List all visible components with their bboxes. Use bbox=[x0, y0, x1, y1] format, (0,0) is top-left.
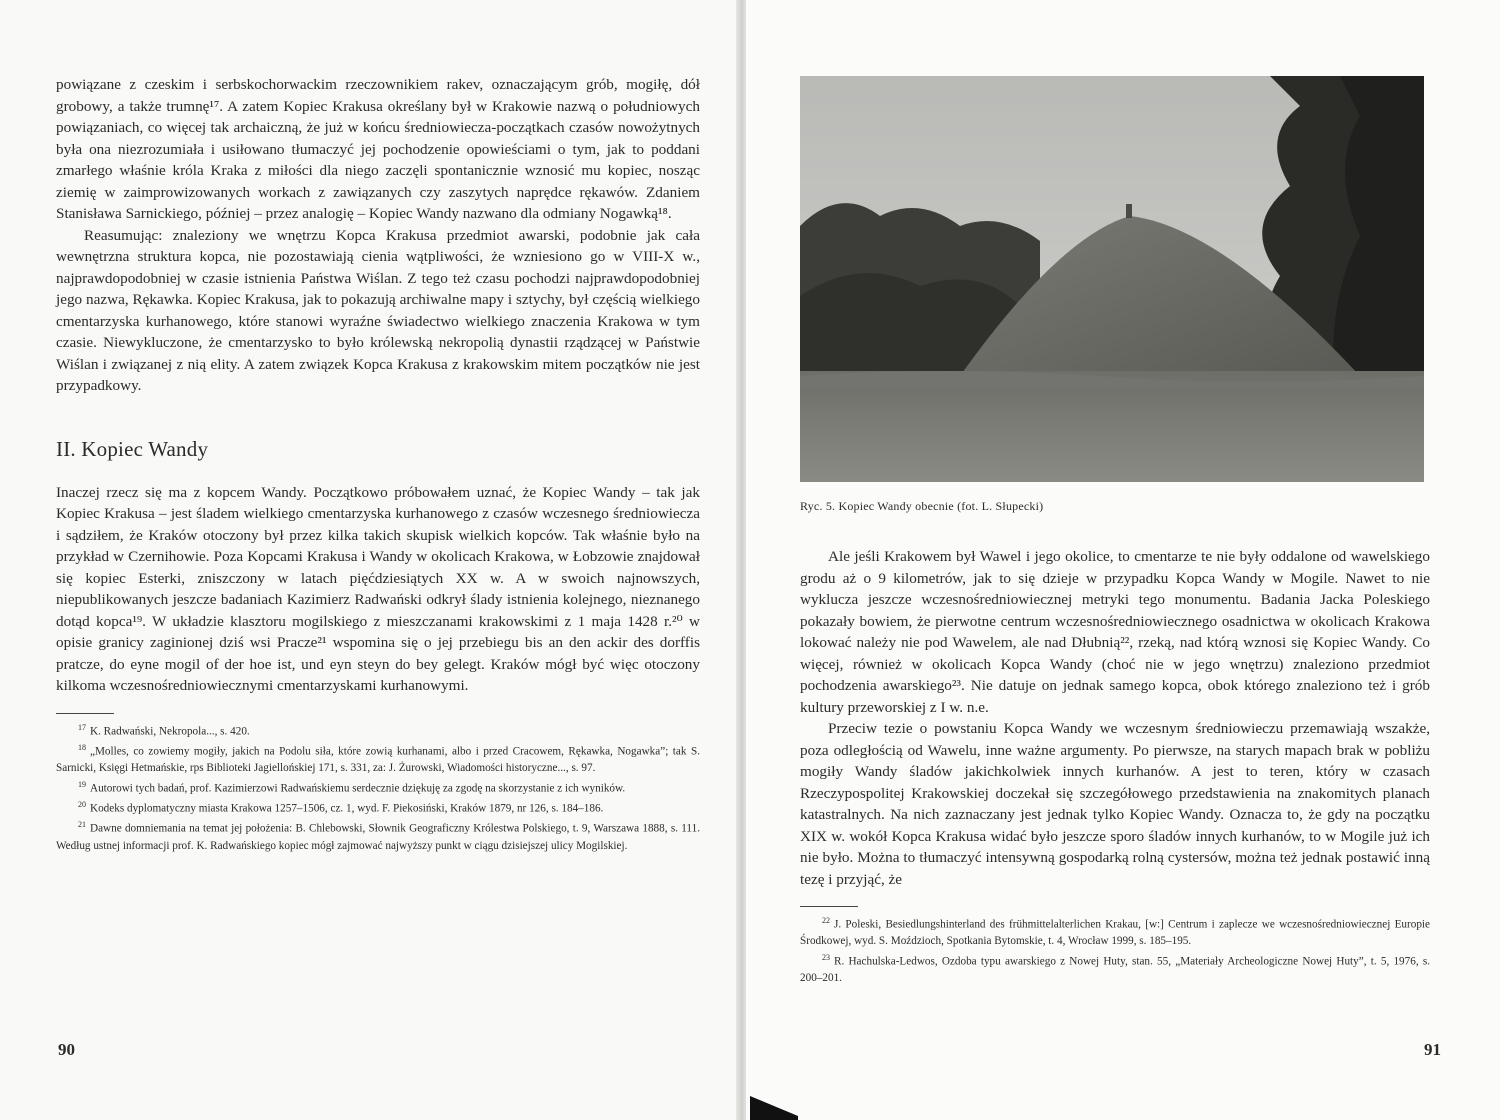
footnote: $^{22}$ J. Poleski, Besiedlungshinterland des frühmittelalterlichen Krakau, [w:] Centrum i zaplecze we wczesnośredniowiecznej Europie Środkowej, wyd. S. Moździoch, Spotkania Bytomskie, t. 4, Wrocław 1999, s. 185–195. bbox=[800, 916, 1430, 948]
paragraph: Reasumując: znaleziony we wnętrzu Kopca Krakusa przedmiot awarski, podobnie jak cała wewnętrzna struktura kopca, nie pozostawiają cienia wątpliwości, że wzniesiono go w VIII-X w., najprawdopodobniej w czasie istnienia Państwa Wiślan. Z tego też czasu pochodzi najprawdopodobniej jego nazwa, Rękawka. Kopiec Krakusa, jak to pokazują archiwalne mapy i sztychy, był częścią wielkiego cmentarzyska kurhanowego, które stanowi wyraźne świadectwo wielkiego znaczenia Krakowa w tym czasie. Niewykluczone, że cmentarzysko to było królewską nekropolią dynastii rządzącej w Państwie Wiślan i związanej z nią elity. A zatem związek Kopca Krakusa z krakowskim mitem początków nie jest przypadkowy. bbox=[56, 226, 700, 394]
footnote: $^{18}$ „Molles, co zowiemy mogiły, jakich na Podolu siła, które zowią kurhanami, albo i przed Cracowem, Rękawka, Nogawka”; tak S. Sarnicki, Księgi Hetmańskie, rps Biblioteki Jagiellońskiej 171, s. 331, za: J. Żurowski, Wiadomości historyczne..., s. 97. bbox=[56, 742, 700, 775]
section-heading: II. Kopiec Wandy bbox=[56, 436, 209, 461]
page-number: 91 bbox=[1424, 1040, 1441, 1059]
footnote: $^{17}$ K. Radwański, Nekropola..., s. 420. bbox=[78, 722, 250, 738]
paragraph: Inaczej rzecz się ma z kopcem Wandy. Początkowo próbowałem uznać, że Kopiec Wandy – tak jak Kopiec Krakusa – jest śladem wielkiego cmentarzyska kurhanowego z czasów wczesnego średniowiecza i sądziłem, że Kraków otoczony był przez kilka takich skupisk wielkich kopców. Tak właśnie było na przykład w Czernihowie. Poza Kopcami Krakusa i Wandy w okolicach Krakowa, w Łobzowie znajdował się kopiec Esterki, zniszczony w latach pięćdziesiątych XX w. A w swoich najnowszych, niepublikowanych jeszcze badaniach Kazimierz Radwański odkrył ślady istnienia kolejnego, nieznanego dotąd kopca¹⁹. W układzie klasztoru mogilskiego z mieszczanami krakowskimi z 1 maja 1428 r.²⁰ w opisie granicy zaginionej dziś wsi Pracze²¹ wspomina się o jej przebiegu bis an den ackir des dorffis pratcze, do eyne mogil of der hoe ist, und eyn steyn do bey gelegt. Kraków mógł być więc otoczony kilkoma wczesnośredniowiecznymi cmentarzyskami kurhanowymi. bbox=[56, 483, 700, 694]
footnote-divider bbox=[56, 713, 114, 714]
left-text-column bbox=[56, 74, 700, 854]
paragraph: powiązane z czeskim i serbskochorwackim rzeczownikiem rakev, oznaczającym grób, mogiłę, dół grobowy, a także trumnę¹⁷. A zatem Kopiec Krakusa określany był w Krakowie nazwą o południowych powiązaniach, co więcej tak archaiczną, że już w końcu średniowiecza-początkach czasów nowożytnych była ona niezrozumiała i usiłowano tłumaczyć jej pochodzenie opowieściami o tym, jak to poddani zmarłego właśnie króla Kraka z miłości dla niego zaczęli spontanicznie wznosić mu kopiec, nosząc ziemię w zaimprowizowanych workach z zawiązanych czy zaszytych naprędce rękawów. Zdaniem Stanisława Sarnickiego, później – przez analogię – Kopiec Wandy nazwano dla odmiany Nogawką¹⁸. bbox=[56, 76, 700, 222]
footnote: $^{23}$ R. Hachulska-Ledwos, Ozdoba typu awarskiego z Nowej Huty, stan. 55, „Materiały Archeologiczne Nowej Huty”, t. 5, 1976, s. 200–201. bbox=[800, 952, 1430, 985]
footnote: $^{20}$ Kodeks dyplomatyczny miasta Krakowa 1257–1506, cz. 1, wyd. F. Piekosiński, Kraków 1879, nr 126, s. 184–186. bbox=[78, 800, 604, 815]
right-text-column bbox=[800, 546, 1430, 987]
right-page bbox=[746, 0, 1500, 1120]
mound-photograph bbox=[800, 76, 1424, 482]
left-page bbox=[0, 0, 742, 1120]
footnote: $^{21}$ Dawne domniemania na temat jej położenia: B. Chlebowski, Słownik Geograficzny Królestwa Polskiego, t. 9, Warszawa 1888, s. 111. Według ustnej informacji prof. K. Radwańskiego kopiec mógł zajmować najwyższy punkt w ciągu dzisiejszej ulicy Mogilskiej. bbox=[56, 820, 700, 852]
paragraph: Ale jeśli Krakowem był Wawel i jego okolice, to cmentarze te nie były oddalone od wawelskiego grodu aż o 9 kilometrów, jak to się dzieje w przypadku Kopca Wandy w Mogile. Nawet to nie wyklucza jeszcze wczesnośredniowiecznej metryki tego monumentu. Badania Jacka Poleskiego pokazały bowiem, że pierwotne centrum wczesnośredniowiecznego osadnictwa w okolicach Krakowa lokować należy nie pod Wawelem, ale nad Dłubnią²², rzeką, nad którą wznosi się Kopiec Wandy. Co więcej, również w okolicach Kopca Wandy (choć nie w jego wnętrzu) znaleziono przedmiot pochodzenia awarskiego²³. Nie datuje on jednak samego kopca, obok którego znaleziono też i grób kultury przeworskiej z I w. n.e. bbox=[800, 548, 1430, 716]
footnote-divider bbox=[800, 906, 858, 907]
figure-caption: Ryc. 5. Kopiec Wandy obecnie (fot. L. Słupecki) bbox=[800, 499, 1044, 513]
page-number: 90 bbox=[58, 1040, 75, 1059]
footnote: $^{19}$ Autorowi tych badań, prof. Kazimierzowi Radwańskiemu serdecznie dziękuję za zgodę na skorzystanie z ich wyników. bbox=[78, 779, 626, 795]
binding-shadow bbox=[750, 1094, 798, 1120]
paragraph: Przeciw tezie o powstaniu Kopca Wandy we wczesnym średniowieczu przemawiają wszakże, poza odległością od Wawelu, inne ważne argumenty. Po pierwsze, na starych mapach brak w pobliżu mogiły Wandy śladów jakichkolwiek innych kurhanów. A jest to teren, który w czasach Rzeczypospolitej Krakowskiej doczekał się szczegółowego przedstawienia na znakomitych planach katastralnych. Na nich zaznaczany jest jednak tylko Kopiec Wandy. Oznacza to, że gdy na początku XIX w. wokół Kopca Krakusa widać było jeszcze sporo śladów innych kurhanów, to w Mogile już ich nie było. Można to tłumaczyć intensywną gospodarką rolną cystersów, można też jednak postawić inną tezę i przyjąć, że bbox=[800, 720, 1430, 888]
